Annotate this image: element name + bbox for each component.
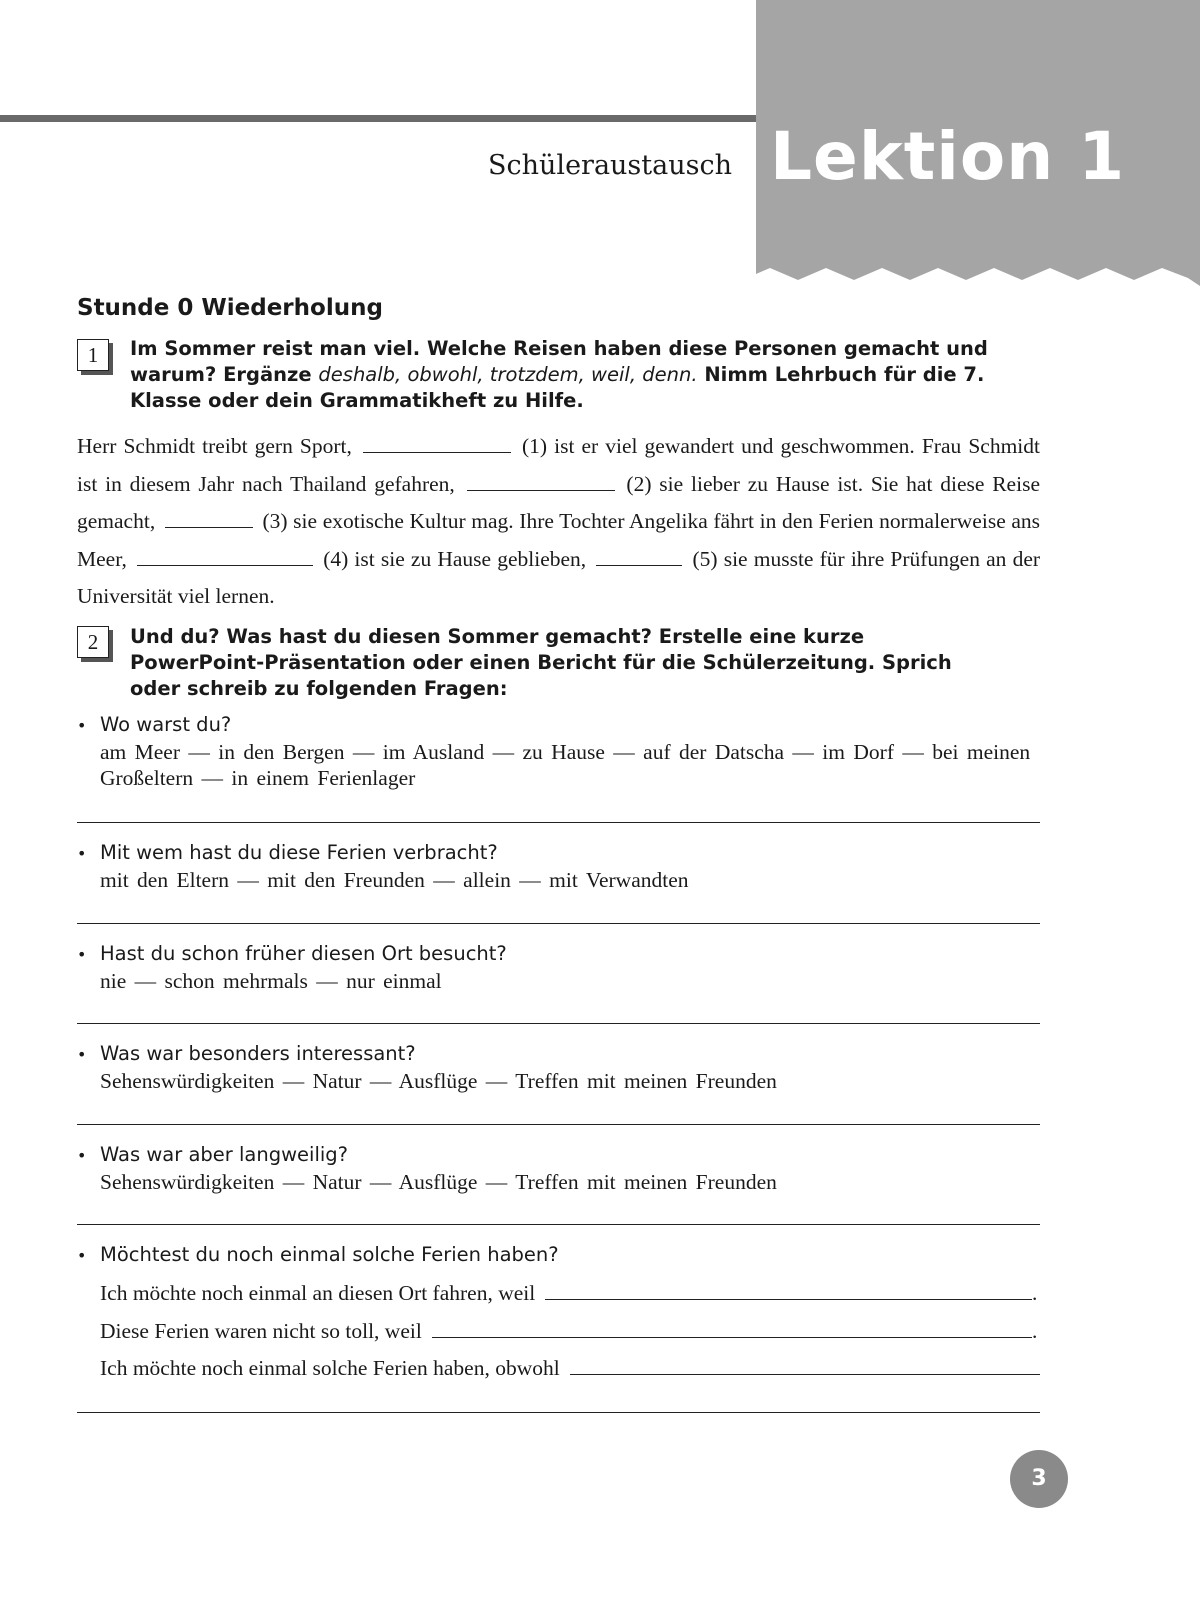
exercise-2-instruction: Und du? Was hast du diesen Sommer gemacht? Erstelle eine kurze PowerPoint-Präsentation oder einen Bericht für die Schülerzeitung. Sprich oder schreib zu folgenden Fragen: (130, 625, 952, 700)
sentence-3-fill-line[interactable] (570, 1356, 1040, 1375)
question-3-options: nie — schon mehrmals — nur einmal (100, 969, 442, 993)
sentence-starter-3 (100, 1353, 1040, 1383)
bullet: • (77, 1246, 87, 1265)
exercise-1-sentence-3: (2) sie lieber zu Hause ist. Sie hat diese Reise gemacht, (77, 471, 1040, 533)
exercise-1-sentence-4: (3) sie exotische Kultur mag. Ihre Tochter Angelika fährt in den Ferien normalerweise ans Meer, (77, 509, 1041, 571)
exercise-1-sentence-1: Herr Schmidt treibt gern Sport, (77, 434, 352, 458)
sentence-starter-1 (100, 1278, 1040, 1308)
question-5 (77, 1142, 1040, 1195)
exercise-1-sentence-6: (5) sie musste für ihre Prüfungen an der Universität viel lernen. (77, 546, 1041, 608)
sentence-2-fill-line[interactable] (432, 1319, 1032, 1338)
exercise-1-sentence-5: (4) ist sie zu Hause geblieben, (323, 546, 587, 571)
sentence-starter-3-text: Ich möchte noch einmal solche Ferien haben, obwohl (100, 1356, 560, 1380)
lektion-title: Lektion 1 (770, 118, 1126, 195)
sentence-2-period: . (1032, 1319, 1038, 1343)
gap-4[interactable] (137, 547, 313, 566)
answer-line-4[interactable] (77, 1124, 1040, 1125)
question-2-text: Mit wem hast du diese Ferien verbracht? (100, 841, 498, 864)
bullet: • (77, 945, 87, 964)
page-number: 3 (1010, 1450, 1068, 1508)
sentence-starter-2 (100, 1316, 1040, 1346)
gap-1[interactable] (363, 434, 511, 453)
question-2 (77, 840, 1040, 893)
exercise-1-instruction (130, 336, 1040, 414)
question-1-options: am Meer — in den Bergen — im Ausland — zu Hause — auf der Datscha — im Dorf — bei meinen Großeltern — in einem Ferienlager (100, 740, 1031, 790)
question-1 (77, 712, 1040, 791)
exercise-1-conjunctions: deshalb, obwohl, trotzdem, weil, denn. (318, 363, 698, 386)
question-4-options: Sehenswürdigkeiten — Natur — Ausflüge — Treffen mit meinen Freunden (100, 1069, 777, 1093)
bullet: • (77, 844, 87, 863)
exercise-1-text (77, 428, 1040, 616)
question-4-text: Was war besonders interessant? (100, 1042, 416, 1065)
answer-line-2[interactable] (77, 923, 1040, 924)
sentence-starter-2-text: Diese Ferien waren nicht so toll, weil (100, 1319, 422, 1343)
bullet: • (77, 1045, 87, 1064)
question-6-text: Möchtest du noch einmal solche Ferien haben? (100, 1243, 559, 1266)
lesson-heading: Stunde 0 Wiederholung (77, 295, 383, 321)
question-6 (77, 1242, 1040, 1269)
exercise-1-instruction-b: Nimm Lehrbuch für die 7. Klasse oder dein Grammatikheft zu Hilfe. (130, 363, 985, 412)
header-rule (0, 115, 756, 122)
question-5-text: Was war aber langweilig? (100, 1143, 349, 1166)
exercise-1-instruction-a: Im Sommer reist man viel. Welche Reisen haben diese Personen gemacht und warum? Ergänze (130, 337, 988, 386)
answer-line-5[interactable] (77, 1224, 1040, 1225)
sentence-1-period: . (1032, 1281, 1038, 1305)
exercise-2-number: 2 (77, 626, 109, 658)
bullet: • (77, 1146, 87, 1165)
question-3 (77, 941, 1040, 994)
question-4 (77, 1041, 1040, 1094)
bullet: • (77, 716, 87, 735)
sentence-starter-1-text: Ich möchte noch einmal an diesen Ort fahren, weil (100, 1281, 536, 1305)
sentence-1-fill-line[interactable] (545, 1281, 1032, 1300)
answer-line-6[interactable] (77, 1412, 1040, 1413)
exercise-1-number: 1 (77, 339, 109, 371)
gap-5[interactable] (596, 547, 682, 566)
topic-title: Schüleraustausch (488, 150, 732, 181)
question-2-options: mit den Eltern — mit den Freunden — allein — mit Verwandten (100, 868, 689, 892)
exercise-1-sentence-2: (1) ist er viel gewandert und geschwommen. Frau Schmidt ist in diesem Jahr nach Thailand gefahren, (77, 434, 1040, 496)
question-1-text: Wo warst du? (100, 713, 232, 736)
answer-line-1[interactable] (77, 822, 1040, 823)
question-5-options: Sehenswürdigkeiten — Natur — Ausflüge — Treffen mit meinen Freunden (100, 1170, 777, 1194)
question-3-text: Hast du schon früher diesen Ort besucht? (100, 942, 507, 965)
answer-line-3[interactable] (77, 1023, 1040, 1024)
gap-2[interactable] (467, 472, 615, 491)
gap-3[interactable] (165, 509, 253, 528)
